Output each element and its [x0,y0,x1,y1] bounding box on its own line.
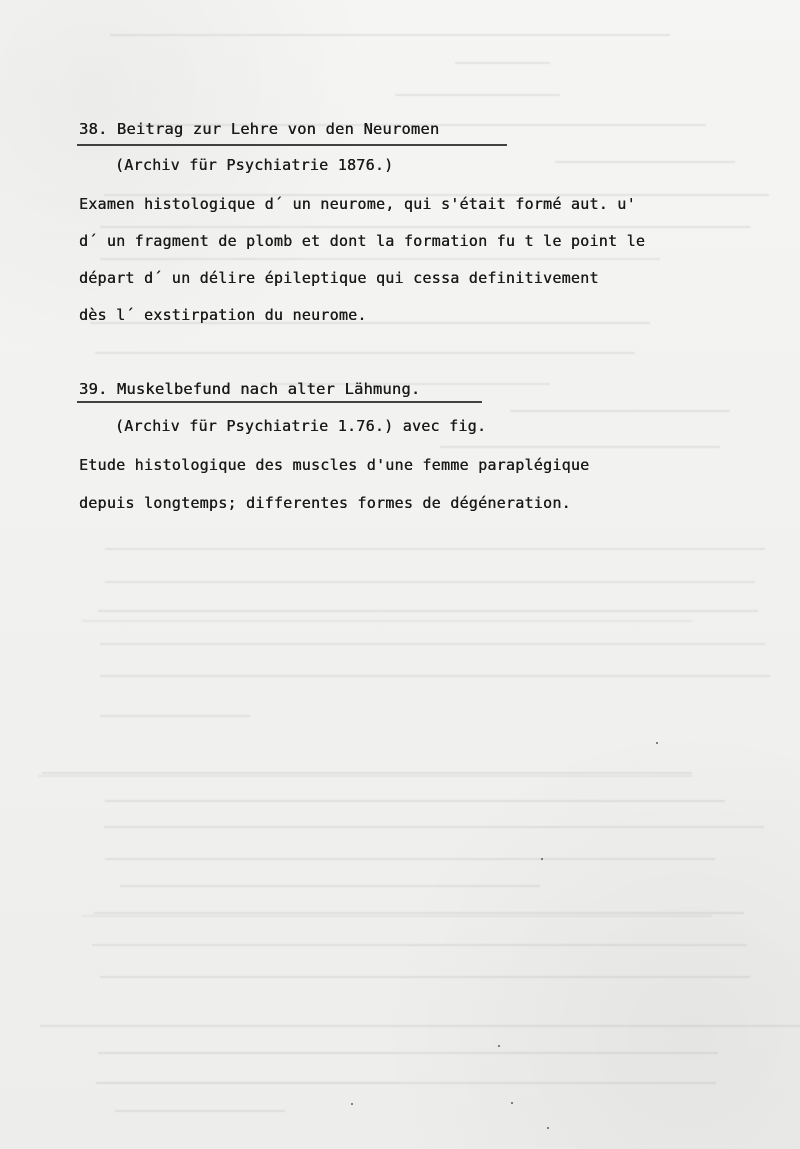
entry-38-title: 38. Beitrag zur Lehre von den Neuromen [79,120,440,138]
entry-38-description-line-2: d´ un fragment de plomb et dont la formation fu t le point le [79,232,646,250]
entry-39-title-underline [77,401,482,403]
speck-mark [511,1102,513,1104]
entry-39-description-line-2: depuis longtemps; differentes formes de dégéneration. [79,494,571,512]
entry-38-description-line-1: Examen histologique d´ un neurome, qui s'était formé aut. u' [79,195,636,213]
entry-39-title: 39. Muskelbefund nach alter Lähmung. [79,380,421,398]
entry-38-source: (Archiv für Psychiatrie 1876.) [115,156,394,174]
speck-mark [547,1127,549,1129]
speck-mark [351,1103,353,1105]
speck-mark [656,742,658,744]
entry-38-description-line-3: départ d´ un délire épileptique qui cessa definitivement [79,269,599,287]
entry-38-description-line-4: dès l´ exstirpation du neurome. [79,306,367,324]
entry-39-description-line-1: Etude histologique des muscles d'une femme paraplégique [79,456,590,474]
speck-mark [541,858,543,860]
entry-39-source: (Archiv für Psychiatrie 1.76.) avec fig. [115,417,487,435]
speck-mark [498,1045,500,1047]
